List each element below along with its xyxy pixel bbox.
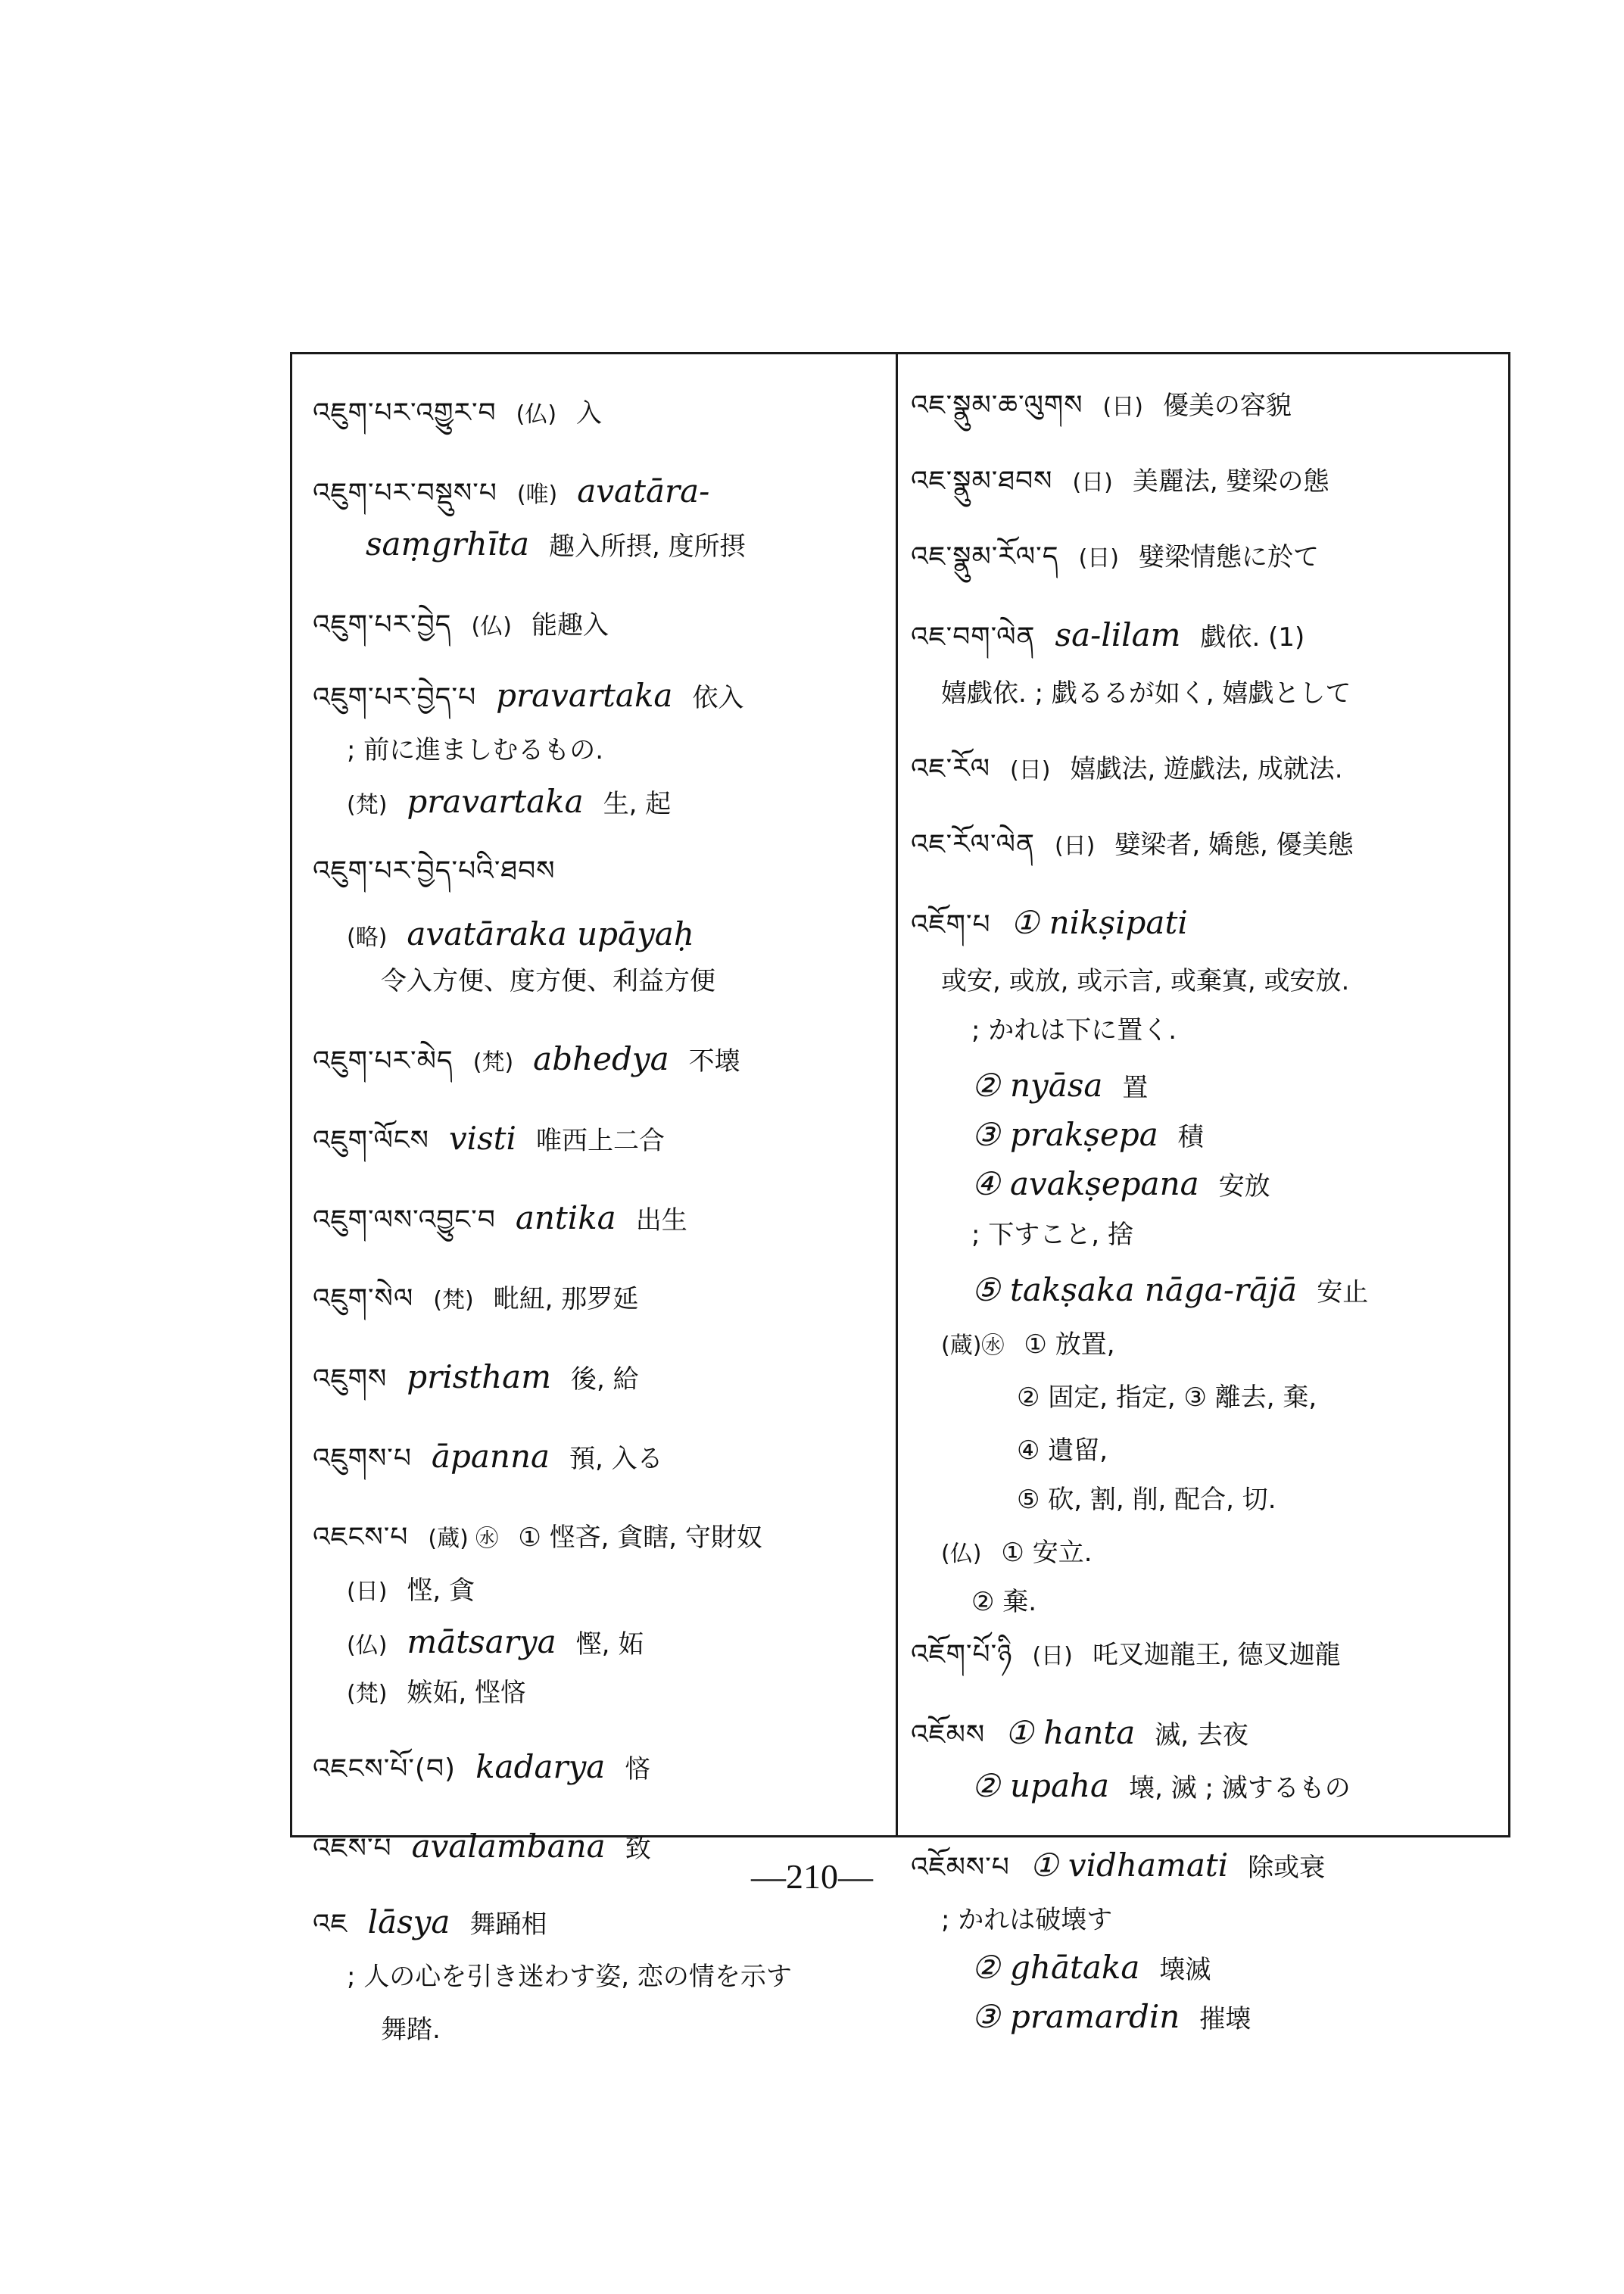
japanese-gloss: ⑤ 砍, 割, 削, 配合, 切. — [1017, 1485, 1276, 1515]
dictionary-line — [313, 1279, 658, 1319]
sanskrit-term: avatāraka upāyaḥ — [407, 915, 694, 952]
source-tag: (仏) — [516, 401, 557, 428]
dictionary-line — [347, 916, 714, 956]
dictionary-line — [381, 2010, 460, 2048]
japanese-gloss: ; 下すこと, 捨 — [971, 1220, 1133, 1250]
japanese-gloss: 壊滅 — [1159, 1955, 1211, 1985]
japanese-gloss: 出生 — [635, 1205, 687, 1236]
japanese-gloss: 嬉戯法, 遊戯法, 成就法. — [1070, 754, 1343, 784]
sanskrit-term: kadarya — [475, 1748, 606, 1785]
dictionary-line — [941, 1325, 1135, 1364]
tibetan-headword: འཇུག་པར་མེད — [313, 1046, 454, 1077]
dictionary-line — [971, 1011, 1196, 1049]
source-tag: (日) — [1032, 1643, 1073, 1669]
dictionary-line — [381, 962, 735, 999]
tibetan-headword: འཇ་རོལ — [911, 753, 991, 784]
source-tag: (日) — [347, 1579, 388, 1605]
sanskrit-term: pravartaka — [407, 783, 584, 820]
source-tag: (蔵) ㊌ — [428, 1526, 499, 1552]
tibetan-headword: འཇ་རོལ་ལེན — [911, 829, 1035, 860]
dictionary-line — [366, 526, 765, 565]
dictionary-line — [313, 1359, 659, 1398]
dictionary-line — [313, 606, 628, 645]
japanese-gloss: 安放 — [1218, 1171, 1270, 1202]
source-tag: (略) — [347, 924, 388, 951]
source-tag: (梵) — [347, 1681, 388, 1707]
tibetan-headword: འཇུག་པར་བསྡུས་པ — [313, 478, 497, 509]
tibetan-headword: འཇུག་ལོངས — [313, 1125, 429, 1156]
dictionary-line — [313, 852, 575, 890]
japanese-gloss: 嬖梁者, 嬌態, 優美態 — [1114, 830, 1354, 860]
dictionary-line — [911, 386, 1311, 425]
japanese-gloss: 舞踏. — [381, 2015, 441, 2045]
page-number: —210— — [751, 1857, 873, 1896]
japanese-gloss: 預, 入る — [569, 1444, 663, 1474]
source-tag: (日) — [1078, 545, 1120, 572]
dictionary-line — [313, 678, 763, 716]
japanese-gloss: 摧壊 — [1199, 2004, 1252, 2034]
japanese-gloss: 趣入所摂, 度所摂 — [549, 531, 746, 562]
sanskrit-term: ① vidhamati — [1029, 1847, 1229, 1884]
japanese-gloss: 嫉妬, 悭悋 — [407, 1678, 527, 1708]
dictionary-line — [911, 538, 1339, 577]
tibetan-headword: འཇ་སྣུམ་རོལ་ད — [911, 541, 1059, 572]
sanskrit-term: lāsya — [367, 1903, 450, 1940]
source-tag: (日) — [1072, 469, 1113, 496]
japanese-gloss: 吒叉迦龍王, 德叉迦龍 — [1092, 1640, 1341, 1670]
dictionary-line — [347, 784, 690, 824]
tibetan-headword: འཇངས་པོ་(བ) — [313, 1753, 457, 1784]
sanskrit-term: visti — [448, 1120, 516, 1157]
dictionary-line — [941, 1900, 1132, 1938]
sanskrit-term: mātsarya — [407, 1623, 556, 1660]
dictionary-line — [347, 1624, 663, 1664]
sanskrit-term: ② upaha — [971, 1767, 1110, 1804]
dictionary-line — [971, 1582, 1056, 1620]
dictionary-line — [313, 473, 729, 513]
japanese-gloss: 優美の容貌 — [1162, 391, 1292, 421]
tibetan-headword: འཇུག་པར་བྱེད་པ — [313, 682, 477, 713]
japanese-gloss: 後, 給 — [571, 1364, 639, 1395]
source-tag: (日) — [1102, 394, 1143, 420]
source-tag: (日) — [1054, 833, 1096, 859]
japanese-gloss: 不壊 — [688, 1046, 740, 1077]
tibetan-headword: འཇས་པ — [313, 1833, 392, 1864]
dictionary-line — [347, 1673, 546, 1713]
source-tag: (梵) — [472, 1049, 514, 1076]
japanese-gloss: 滅, 去夜 — [1155, 1720, 1248, 1750]
tibetan-headword: འཇ་སྣུམ་ཐབས — [911, 466, 1053, 497]
dictionary-line — [313, 394, 622, 433]
japanese-gloss: 嬉戯依. ; 戯るるが如く, 嬉戯として — [941, 678, 1351, 709]
tibetan-headword: འཇུགས — [313, 1364, 388, 1395]
japanese-gloss: 戯依. (1) — [1200, 622, 1305, 653]
tibetan-headword: འཇུག་ལས་འབྱུང་བ — [313, 1205, 496, 1236]
dictionary-line — [313, 1200, 707, 1239]
dictionary-line — [971, 1272, 1388, 1311]
sanskrit-term: avalambana — [411, 1828, 606, 1865]
japanese-gloss: 悭, 貪 — [407, 1576, 475, 1606]
source-tag: (仏) — [347, 1632, 388, 1659]
sanskrit-term: pravartaka — [496, 677, 673, 714]
japanese-gloss: 安止 — [1317, 1277, 1369, 1308]
source-tag: (仏) — [941, 1541, 982, 1567]
sanskrit-term: ② ghātaka — [971, 1949, 1140, 1986]
sanskrit-term: ④ avakṣepana — [971, 1165, 1199, 1202]
tibetan-headword: འཇུག་སེལ — [313, 1283, 414, 1314]
japanese-gloss: 積 — [1177, 1122, 1204, 1152]
tibetan-headword: འཇོམས — [911, 1719, 986, 1750]
japanese-gloss: 慳, 妬 — [575, 1629, 644, 1660]
tibetan-headword: འཇོག་པོ་ཉི — [911, 1639, 1013, 1670]
tibetan-headword: འཇུག་པར་བྱེད — [313, 609, 452, 641]
dictionary-line — [971, 1768, 1370, 1806]
japanese-gloss: ; 人の心を引き迷わす姿, 恋の情を示す — [347, 1962, 792, 1992]
sanskrit-term: avatāra- — [577, 472, 710, 510]
source-tag: (梵) — [433, 1287, 474, 1314]
dictionary-line — [911, 1635, 1361, 1675]
japanese-gloss: 除或衰 — [1248, 1853, 1326, 1883]
sanskrit-term: pristham — [407, 1358, 552, 1395]
japanese-gloss: 能趣入 — [531, 610, 609, 641]
tibetan-headword: འཇུག་པར་འགྱུར་བ — [313, 397, 497, 429]
dictionary-line — [911, 617, 1324, 656]
sanskrit-term: saṃgrhīta — [366, 525, 529, 563]
dictionary-line — [1017, 1480, 1296, 1518]
japanese-gloss: ④ 遺留, — [1017, 1435, 1108, 1466]
japanese-gloss: ; 前に進ましむるもの. — [347, 735, 604, 765]
sanskrit-term: āpanna — [431, 1438, 550, 1475]
dictionary-line — [941, 674, 1371, 712]
sanskrit-term: sa-lilam — [1055, 616, 1181, 653]
sanskrit-term: ③ pramardin — [971, 1998, 1180, 2035]
japanese-gloss: 致 — [625, 1834, 651, 1864]
column-divider — [896, 352, 898, 1837]
dictionary-line — [941, 1533, 1112, 1572]
dictionary-line — [1017, 1378, 1336, 1416]
sanskrit-term: abhedya — [533, 1040, 669, 1077]
dictionary-line — [971, 1999, 1270, 2037]
dictionary-line — [313, 1518, 782, 1557]
japanese-gloss: ① 悭吝, 貪瞎, 守財奴 — [518, 1523, 762, 1553]
japanese-gloss: 生, 起 — [603, 789, 672, 819]
source-tag: (蔵)㊌ — [941, 1332, 1005, 1359]
japanese-gloss: 或安, 或放, 或示言, 或棄寘, 或安放. — [941, 966, 1350, 996]
japanese-gloss: 依入 — [692, 683, 744, 713]
japanese-gloss: 入 — [576, 398, 603, 429]
source-tag: (仏) — [471, 613, 512, 640]
japanese-gloss: 舞踊相 — [469, 1909, 547, 1940]
dictionary-line — [971, 1215, 1153, 1253]
japanese-gloss: ; かれは破壊す — [941, 1905, 1113, 1935]
dictionary-line — [347, 731, 623, 768]
dictionary-line — [313, 1121, 684, 1159]
japanese-gloss: ① 放置, — [1024, 1329, 1115, 1360]
tibetan-headword: འཇོམས་པ — [911, 1852, 1010, 1883]
dictionary-line — [971, 1950, 1230, 1988]
sanskrit-term: antika — [515, 1199, 616, 1236]
dictionary-line — [347, 1957, 812, 1995]
dictionary-line — [313, 1749, 670, 1788]
dictionary-line — [347, 1571, 494, 1610]
dictionary-line — [911, 905, 1208, 943]
japanese-gloss: 嬖梁情態に於て — [1139, 542, 1320, 572]
dictionary-line — [971, 1117, 1223, 1155]
dictionary-line — [313, 1438, 683, 1477]
japanese-gloss: 唯西上二合 — [535, 1126, 665, 1156]
sanskrit-term: ② nyāsa — [971, 1067, 1103, 1104]
dictionary-line — [313, 1904, 566, 1943]
tibetan-headword: འཇ་བག་ལེན — [911, 622, 1036, 653]
tibetan-headword: འཇ་སྣུམ་ཆ་ལུགས — [911, 390, 1083, 421]
sanskrit-term: ① nikṣipati — [1010, 904, 1188, 941]
dictionary-line — [313, 1041, 760, 1081]
japanese-gloss: 毗紐, 那罗延 — [493, 1284, 639, 1314]
japanese-gloss: 壊, 滅 ; 滅するもの — [1129, 1773, 1351, 1803]
tibetan-headword: འཇ — [313, 1909, 348, 1940]
sanskrit-term: ① hanta — [1005, 1714, 1136, 1751]
tibetan-headword: འཇུགས་པ — [313, 1443, 412, 1474]
japanese-gloss: ; かれは下に置く. — [971, 1015, 1177, 1046]
tibetan-headword: འཇུག་པར་བྱེད་པའི་ཐབས — [313, 856, 556, 887]
source-tag: (梵) — [347, 792, 388, 818]
tibetan-headword: འཇོག་པ — [911, 909, 991, 940]
dictionary-line — [911, 750, 1363, 789]
sanskrit-term: ⑤ takṣaka nāga-rājā — [971, 1271, 1298, 1308]
japanese-gloss: ② 固定, 指定, ③ 離去, 棄, — [1017, 1382, 1317, 1413]
dictionary-line — [971, 1068, 1167, 1106]
dictionary-line — [911, 825, 1373, 865]
japanese-gloss: 置 — [1122, 1073, 1149, 1103]
source-tag: (唯) — [516, 482, 558, 508]
japanese-gloss: ① 安立. — [1001, 1538, 1093, 1568]
japanese-gloss: 令入方便、度方便、利益方便 — [381, 966, 715, 996]
japanese-gloss: 美麗法, 嬖梁の態 — [1132, 466, 1329, 497]
tibetan-headword: འཇངས་པ — [313, 1522, 409, 1553]
dictionary-line — [1017, 1431, 1127, 1469]
dictionary-line — [971, 1166, 1290, 1205]
dictionary-line — [911, 1715, 1268, 1753]
sanskrit-term: ③ prakṣepa — [971, 1116, 1158, 1153]
source-tag: (日) — [1010, 757, 1051, 784]
dictionary-line — [941, 962, 1369, 999]
dictionary-line — [911, 462, 1349, 501]
japanese-gloss: ② 棄. — [971, 1587, 1037, 1617]
japanese-gloss: 悋 — [625, 1754, 651, 1784]
